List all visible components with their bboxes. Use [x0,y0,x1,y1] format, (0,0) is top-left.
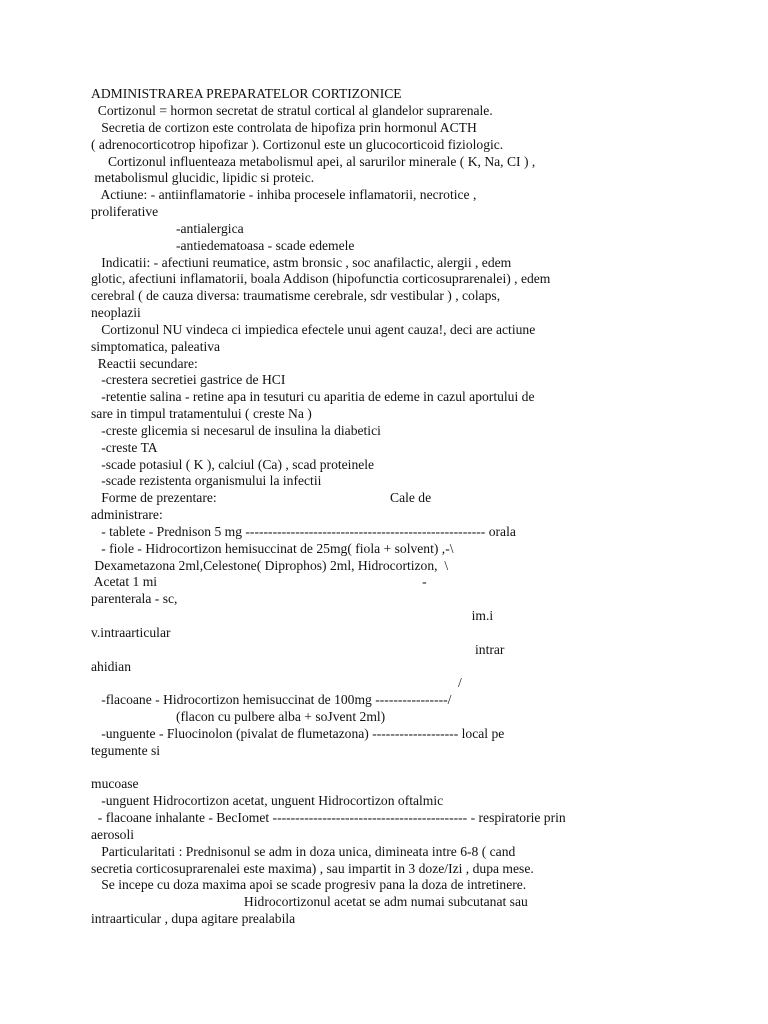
text-line: v.intraarticular [91,625,171,640]
text-line: Dexametazona 2ml,Celestone( Diprophos) 2ml, Hidrocortizon, \ [91,558,449,573]
text-line: Se incepe cu doza maxima apoi se scade progresiv pana la doza de intretinere. [91,877,527,892]
text-line: -scade potasiul ( K ), calciul (Ca) , scad proteinele [91,457,375,472]
text-line: proliferative [91,204,159,219]
text-line: ( adrenocorticotrop hipofizar ). Cortizonul este un glucocorticoid fiziologic. [91,137,504,152]
document-title: ADMINISTRAREA PREPARATELOR CORTIZONICE [91,86,402,101]
text-line: - flacoane inhalante - BecIomet ------------------------------------------- - respiratorie prin [91,810,566,825]
text-line: tegumente si [91,743,161,758]
text-line: Secretia de cortizon este controlata de hipofiza prin hormonul ACTH [91,120,477,135]
text-line: -crestera secretiei gastrice de HCI [91,372,286,387]
text-line: -unguent Hidrocortizon acetat, unguent Hidrocortizon oftalmic [91,793,444,808]
text-line: mucoase [91,776,139,791]
text-line: intraarticular , dupa agitare prealabila [91,911,296,926]
text-line: -antialergica [91,221,244,236]
text-line: cerebral ( de cauza diversa: traumatisme cerebrale, sdr vestibular ) , colaps, [91,288,501,303]
text-line: sare in timpul tratamentului ( creste Na ) [91,406,312,421]
text-line: -creste glicemia si necesarul de insulina la diabetici [91,423,381,438]
text-line: secretia corticosuprarenalei este maxima) , sau impartit in 3 doze/Izi , dupa mese. [91,861,534,876]
text-line: Acetat 1 mi - [91,574,427,589]
text-line: im.i [91,608,494,623]
text-line: Cortizonul NU vindeca ci impiedica efectele unui agent cauza!, deci are actiune [91,322,536,337]
text-line: -creste TA [91,440,158,455]
text-line: Particularitati : Prednisonul se adm in doza unica, dimineata intre 6-8 ( cand [91,844,516,859]
text-line: - fiole - Hidrocortizon hemisuccinat de 25mg( fiola + solvent) ,-\ [91,541,454,556]
text-line: (flacon cu pulbere alba + soJvent 2ml) [91,709,386,724]
text-line: parenterala - sc, [91,591,178,606]
text-line: simptomatica, paleativa [91,339,221,354]
text-line: Indicatii: - afectiuni reumatice, astm bronsic , soc anafilactic, alergii , edem [91,255,512,270]
text-line: metabolismul glucidic, lipidic si proteic. [91,170,315,185]
text-line: ahidian [91,659,132,674]
text-line: administrare: [91,507,163,522]
text-line: neoplazii [91,305,141,320]
text-line: -retentie salina - retine apa in tesuturi cu aparitia de edeme in cazul aportului de [91,389,535,404]
text-line: -antiedematoasa - scade edemele [91,238,355,253]
text-line: -unguente - Fluocinolon (pivalat de flumetazona) ------------------- local pe [91,726,505,741]
text-line: glotic, afectiuni inflamatorii, boala Addison (hipofunctia corticosuprarenalei) , edem [91,271,551,286]
text-line: Cortizonul influenteaza metabolismul apei, al sarurilor minerale ( K, Na, CI ) , [91,154,536,169]
text-line: -scade rezistenta organismului la infectii [91,473,322,488]
text-line: aerosoli [91,827,135,842]
text-line: Hidrocortizonul acetat se adm numai subcutanat sau [91,894,528,909]
text-line: Actiune: - antiinflamatorie - inhiba procesele inflamatorii, necrotice , [91,187,477,202]
text-line: Reactii secundare: [91,356,198,371]
text-line: - tablete - Prednison 5 mg ----------------------------------------------------- orala [91,524,516,539]
text-line: intrar [91,642,505,657]
text-line: Forme de prezentare: Cale de [91,490,432,505]
text-line: Cortizonul = hormon secretat de stratul cortical al glandelor suprarenale. [91,103,493,118]
text-line: -flacoane - Hidrocortizon hemisuccinat de 100mg ----------------/ [91,692,452,707]
text-line: / [91,675,462,690]
